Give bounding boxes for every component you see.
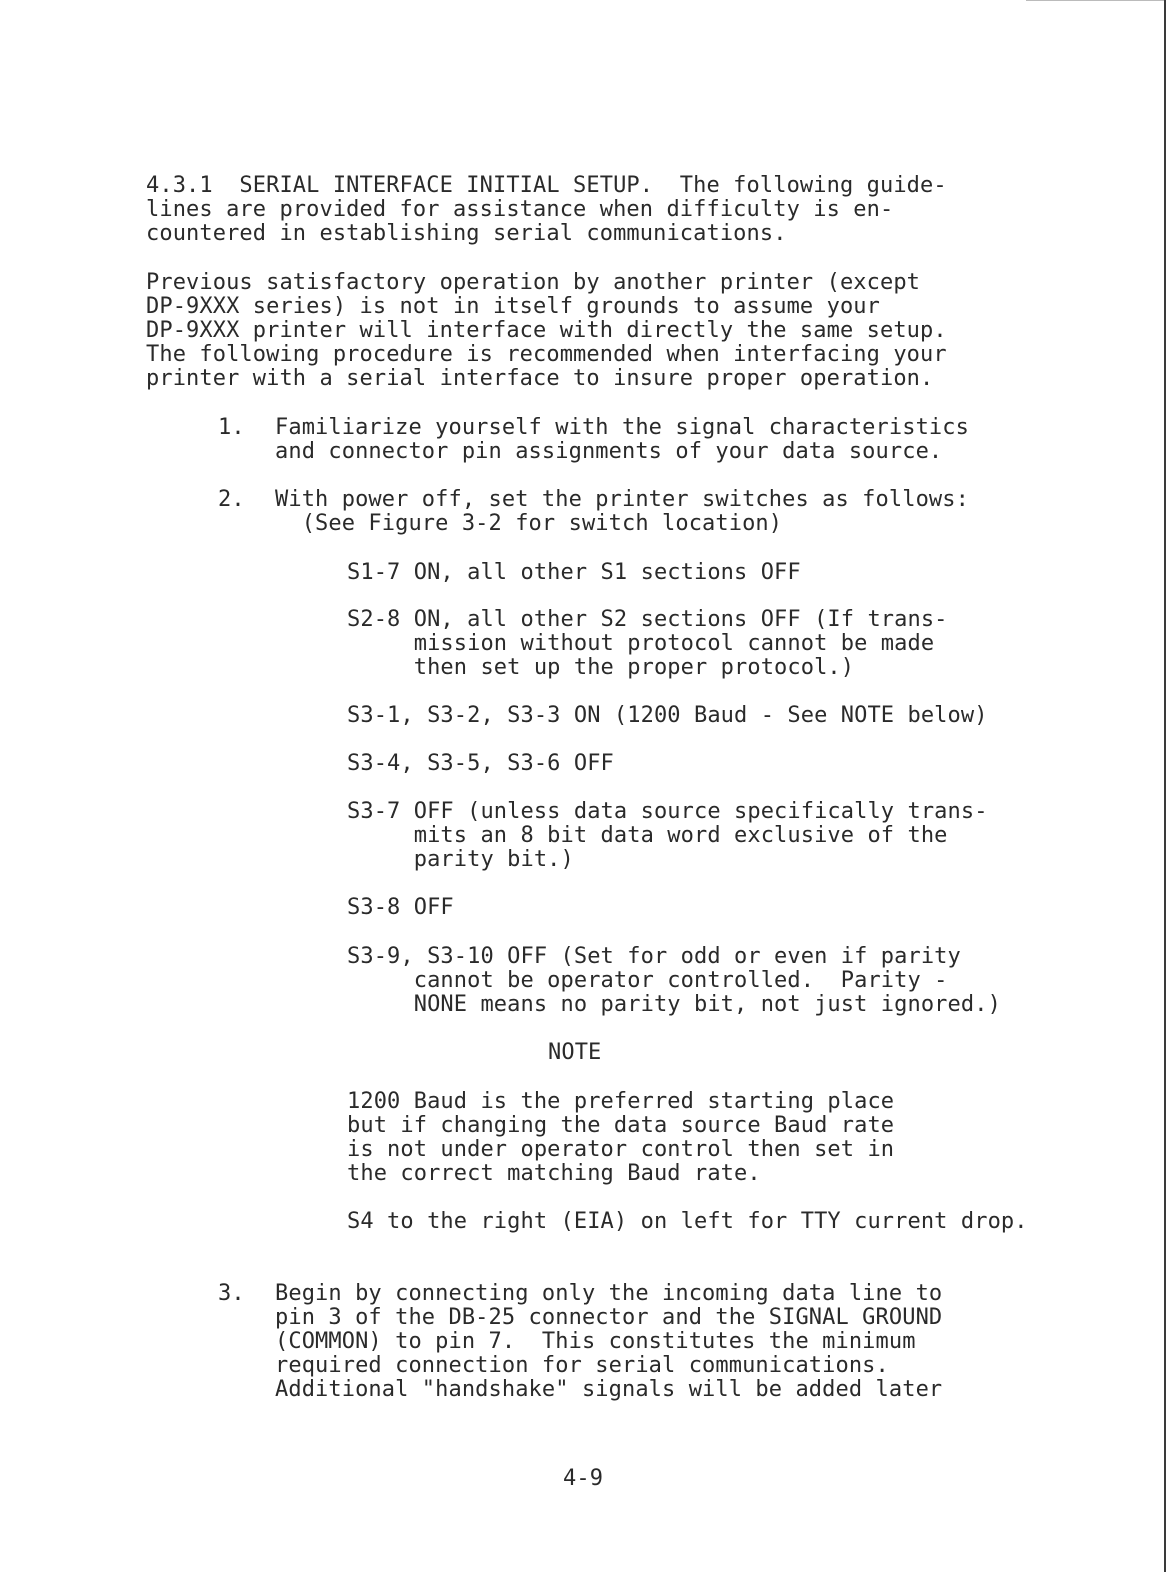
switch-setting: S3-4, S3-5, S3-6 OFF [347,751,614,776]
switch-setting: S3-8 OFF [347,895,454,920]
switch-setting-cont: then set up the proper protocol.) [347,655,855,680]
section-heading-line: 4.3.1 SERIAL INTERFACE INITIAL SETUP. The following guide- [146,173,947,198]
switch-setting-cont: parity bit.) [347,847,574,872]
step-line: (COMMON) to pin 7. This constitutes the minimum [275,1329,916,1354]
step-line: (See Figure 3-2 for switch location) [275,511,783,536]
step-line: and connector pin assignments of your data source. [275,439,943,464]
page-top-edge [1026,0,1166,1]
step-line: pin 3 of the DB-25 connector and the SIGNAL GROUND [275,1305,943,1330]
intro-line: Previous satisfactory operation by another printer (except [146,270,921,295]
switch-setting-cont: mission without protocol cannot be made [347,631,935,656]
switch-setting-cont: cannot be operator controlled. Parity - [347,968,948,993]
intro-line: DP-9XXX printer will interface with directly the same setup. [146,318,947,343]
step-line: With power off, set the printer switches as follows: [275,487,969,512]
section-heading-line: countered in establishing serial communications. [146,221,787,246]
intro-line: printer with a serial interface to insure proper operation. [146,366,934,391]
note-line: is not under operator control then set in [347,1137,895,1162]
step-line: required connection for serial communications. [275,1353,889,1378]
note-line: the correct matching Baud rate. [347,1161,761,1186]
note-heading: NOTE [548,1040,602,1065]
step-number: 2. [218,487,245,512]
s4-setting: S4 to the right (EIA) on left for TTY current drop. [347,1209,1028,1234]
switch-setting: S1-7 ON, all other S1 sections OFF [347,560,801,585]
note-line: but if changing the data source Baud rate [347,1113,895,1138]
page-number: 4-9 [563,1466,604,1491]
switch-setting: S3-7 OFF (unless data source specifically trans- [347,799,988,824]
page-edge [1164,0,1166,1572]
section-heading-line: lines are provided for assistance when difficulty is en- [146,197,894,222]
switch-setting: S3-1, S3-2, S3-3 ON (1200 Baud - See NOTE below) [347,703,988,728]
step-line: Begin by connecting only the incoming data line to [275,1281,943,1306]
step-line: Additional "handshake" signals will be added later [275,1377,943,1402]
switch-setting: S2-8 ON, all other S2 sections OFF (If trans- [347,607,948,632]
step-number: 1. [218,415,245,440]
switch-setting-cont: NONE means no parity bit, not just ignored.) [347,992,1001,1017]
step-number: 3. [218,1281,245,1306]
note-line: 1200 Baud is the preferred starting place [347,1089,895,1114]
switch-setting-cont: mits an 8 bit data word exclusive of the [347,823,948,848]
intro-line: The following procedure is recommended when interfacing your [146,342,947,367]
switch-setting: S3-9, S3-10 OFF (Set for odd or even if parity [347,944,961,969]
step-line: Familiarize yourself with the signal characteristics [275,415,969,440]
intro-line: DP-9XXX series) is not in itself grounds to assume your [146,294,880,319]
